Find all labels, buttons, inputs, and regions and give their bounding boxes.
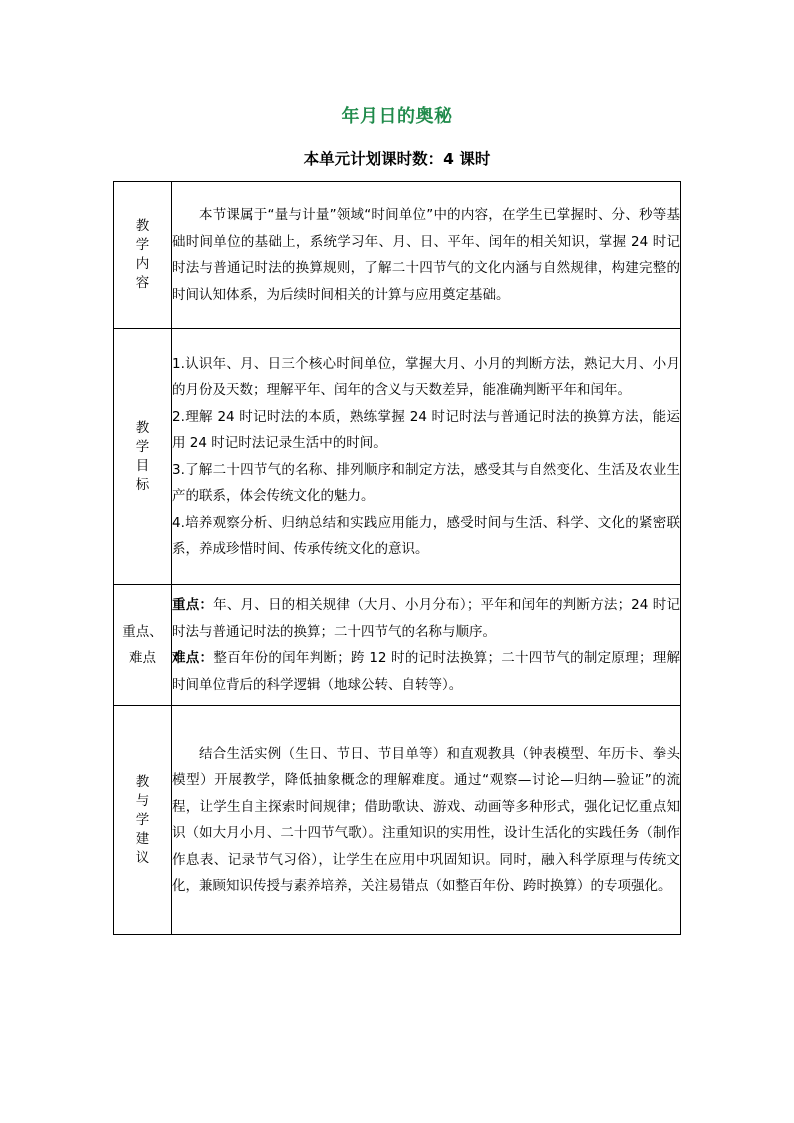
label-key-points-cell — [114, 585, 172, 706]
label-suggestions-cell — [114, 706, 172, 935]
label-key-points-line2: 难点 — [129, 650, 156, 666]
goal-item-2: 2.理解 24 时记时法的本质，熟练掌握 24 时记时法与普通记时法的换算方法，能运用 24 时记时法记录生活中的时间。 — [172, 408, 680, 451]
label-key-points-line1: 重点、 — [122, 624, 163, 640]
row-teaching-content — [114, 182, 681, 329]
key-points-paragraph — [172, 592, 680, 645]
label-teaching-goals: 教学目标 — [135, 419, 150, 493]
key-label: 重点： — [172, 597, 214, 613]
difficult-points-paragraph — [172, 645, 680, 698]
label-teaching-content: 教学内容 — [135, 218, 150, 291]
label-suggestions: 教与学建议 — [135, 773, 150, 866]
suggestions-cell — [172, 706, 681, 935]
document-title: 年月日的奥秘 — [341, 106, 453, 127]
row-key-points — [114, 585, 681, 706]
goal-item-3: 3.了解二十四节气的名称、排列顺序和制定方法，感受其与自然变化、生活及农业生产的联系，体会传统文化的魅力。 — [172, 461, 680, 504]
key-text: 年、月、日的相关规律（大月、小月分布）；平年和闰年的判断方法；24 时记时法与普通记时法的换算；二十四节气的名称与顺序。 — [172, 597, 681, 640]
lesson-hours: 本单元计划课时数：4 课时 — [303, 150, 491, 168]
plan-table — [113, 181, 681, 935]
goal-item-1: 1.认识年、月、日三个核心时间单位，掌握大月、小月的判断方法，熟记大月、小月的月份及天数；理解平年、闰年的含义与天数差异，能准确判断平年和闰年。 — [172, 355, 680, 398]
difficult-label: 难点： — [172, 650, 214, 666]
key-points-cell — [172, 585, 681, 706]
difficult-text: 整百年份的闰年判断；跨 12 时的记时法换算；二十四节气的制定原理；理解时间单位背后的科学逻辑（地球公转、自转等）。 — [172, 650, 680, 693]
row-suggestions — [114, 706, 681, 935]
label-teaching-content-cell — [114, 182, 172, 329]
label-teaching-goals-cell — [114, 329, 172, 585]
row-teaching-goals — [114, 329, 681, 585]
suggestions-text: 结合生活实例（生日、节日、节目单等）和直观教具（钟表模型、年历卡、拳头模型）开展教学，降低抽象概念的理解难度。通过“观察—讨论—归纳—验证”的流程，让学生自主探索时间规律；借助歌诀、游戏、动画等多种形式，强化记忆重点知识（如大月小月、二十四节气歌）。注重知识的实用性，设计生活化的实践任务（制作作息表、记录节气习俗），让学生在应用中巩固知识。同时，融入科学原理与传统文化，兼顾知识传授与素养培养，关注易错点（如整百年份、跨时换算）的专项强化。 — [172, 745, 680, 894]
goal-item-4: 4.培养观察分析、归纳总结和实践应用能力，感受时间与生活、科学、文化的紧密联系，养成珍惜时间、传承传统文化的意识。 — [172, 514, 680, 557]
teaching-content-cell — [172, 182, 681, 329]
teaching-content-text: 本节课属于“量与计量”领域“时间单位”中的内容，在学生已掌握时、分、秒等基础时间单位的基础上，系统学习年、月、日、平年、闰年的相关知识，掌握 24 时记时法与普通记时法的换算规则，了解二十四节气的文化内涵与自然规律，构建完整的时间认知体系，为后续时间相关的计算与应用奠定基础。 — [172, 207, 680, 303]
teaching-goals-cell — [172, 329, 681, 585]
